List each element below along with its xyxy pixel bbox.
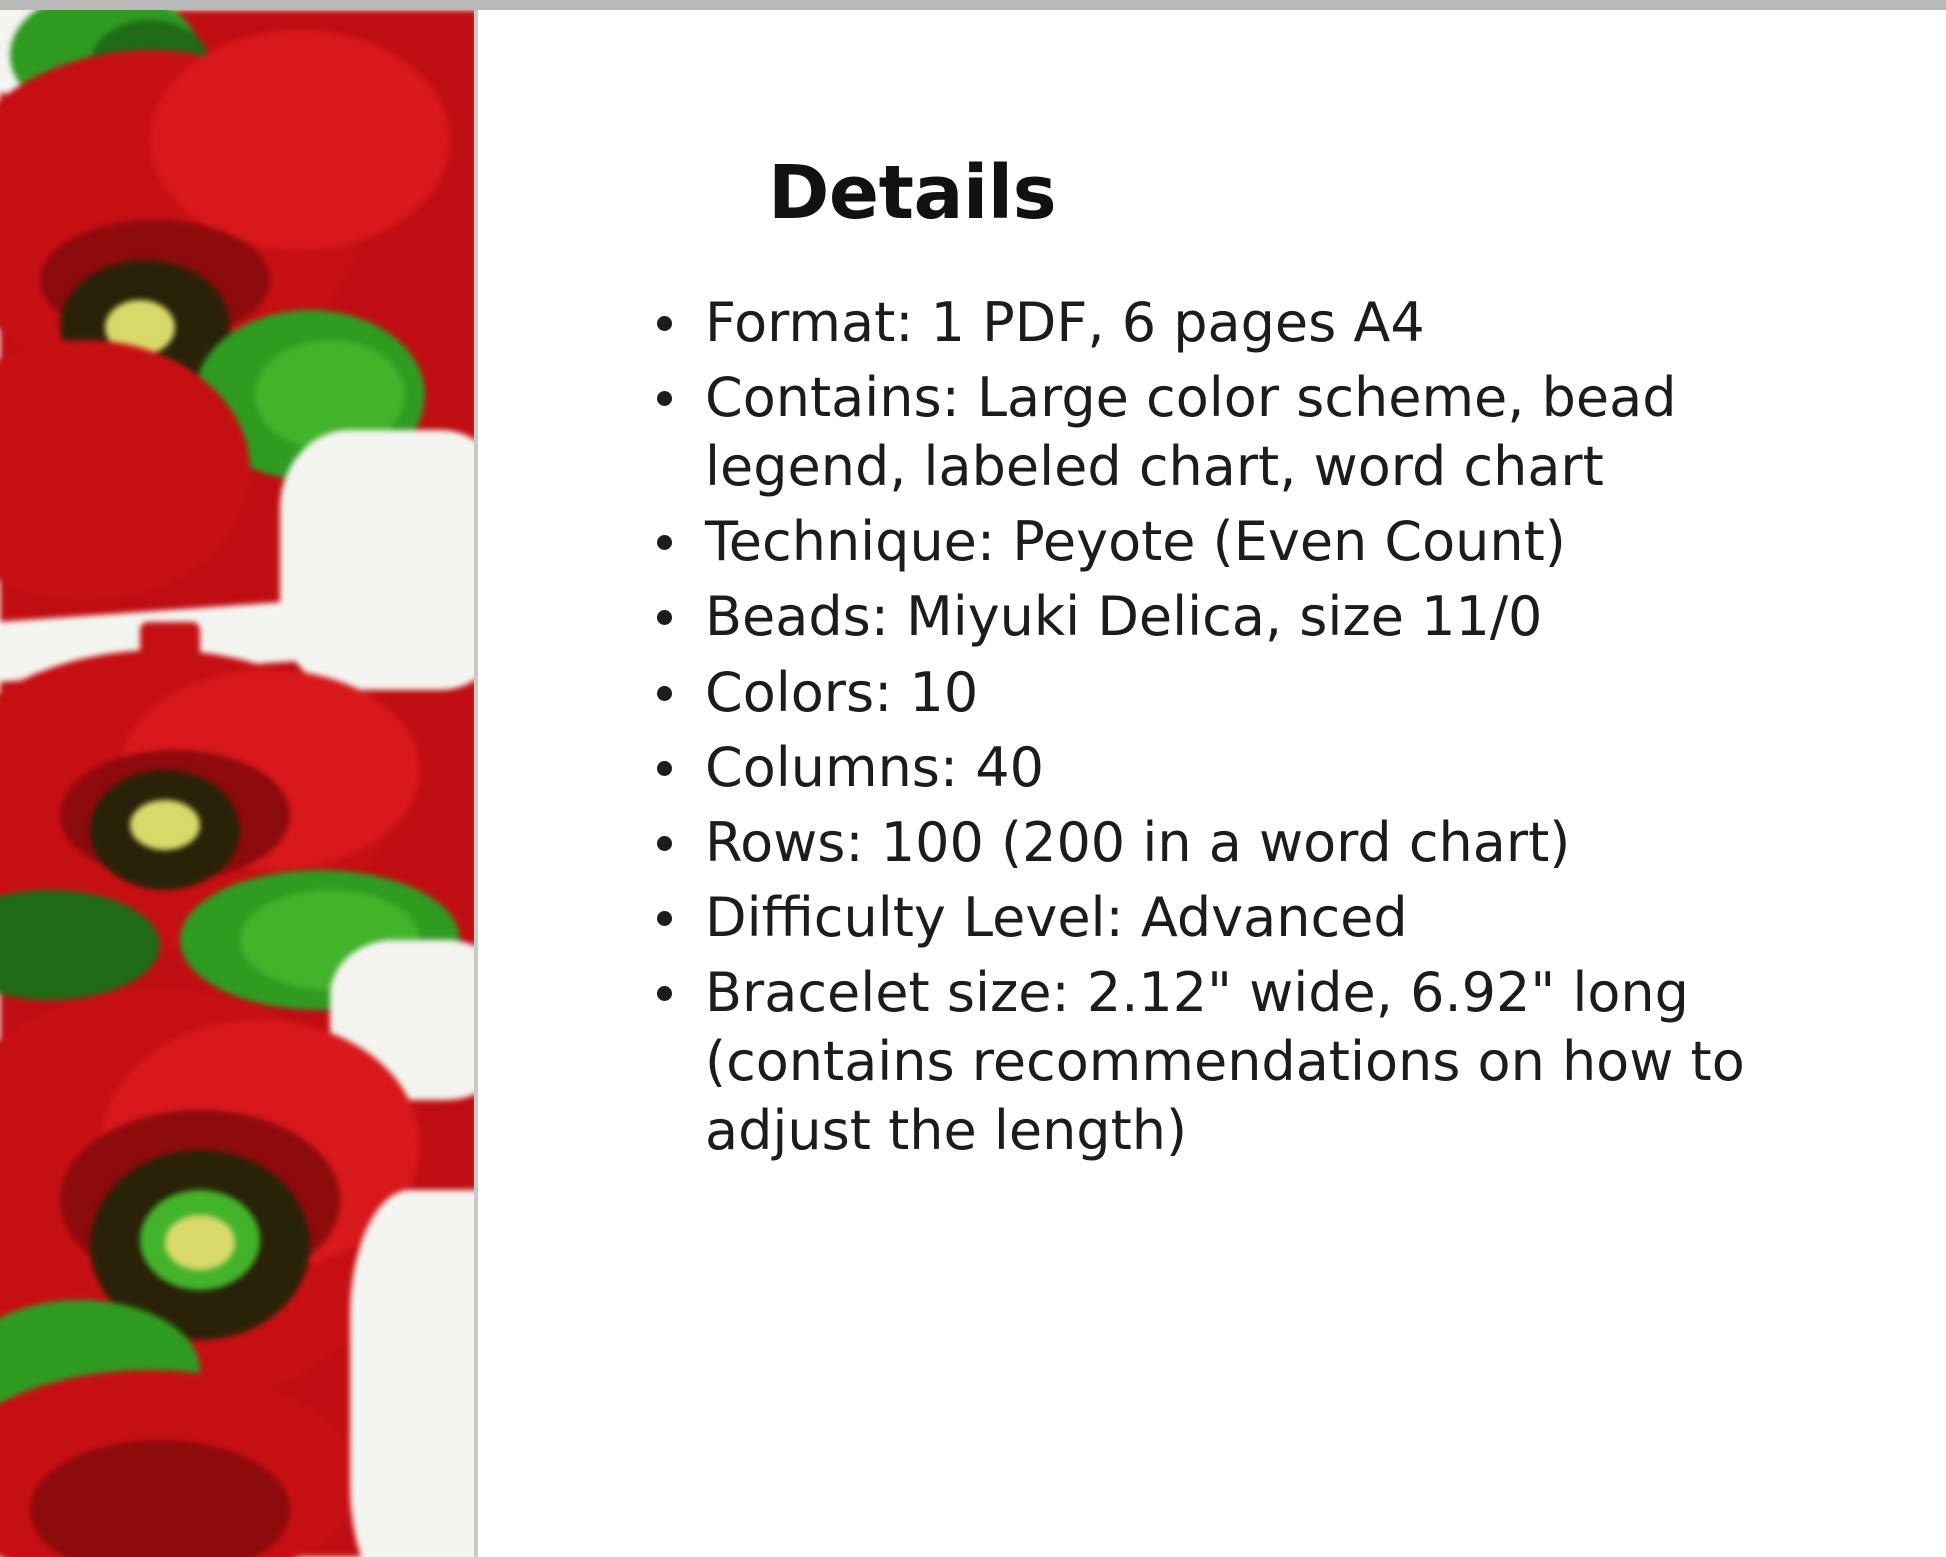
poppy-image-panel	[0, 10, 478, 1557]
list-item: Colors: 10	[633, 658, 1886, 727]
art-shape	[165, 1215, 235, 1270]
list-item: Technique: Peyote (Even Count)	[633, 507, 1886, 576]
art-shape	[130, 800, 200, 850]
list-item: Difficulty Level: Advanced	[633, 883, 1886, 952]
poppy-artwork	[0, 10, 478, 1557]
details-panel	[478, 10, 1946, 1557]
art-shape	[150, 30, 450, 250]
details-list	[478, 288, 1946, 1165]
page-content	[0, 10, 1946, 1557]
list-item: Columns: 40	[633, 733, 1886, 802]
art-shape	[350, 1190, 478, 1557]
top-divider	[0, 0, 1946, 10]
list-item: Rows: 100 (200 in a word chart)	[633, 808, 1886, 877]
list-item: Bracelet size: 2.12" wide, 6.92" long (contains recommendations on how to adjust the length)	[633, 958, 1886, 1165]
list-item: Contains: Large color scheme, bead legend, labeled chart, word chart	[633, 363, 1886, 501]
list-item: Format: 1 PDF, 6 pages A4	[633, 288, 1886, 357]
list-item: Beads: Miyuki Delica, size 11/0	[633, 582, 1886, 651]
page-title: Details	[768, 150, 1057, 236]
